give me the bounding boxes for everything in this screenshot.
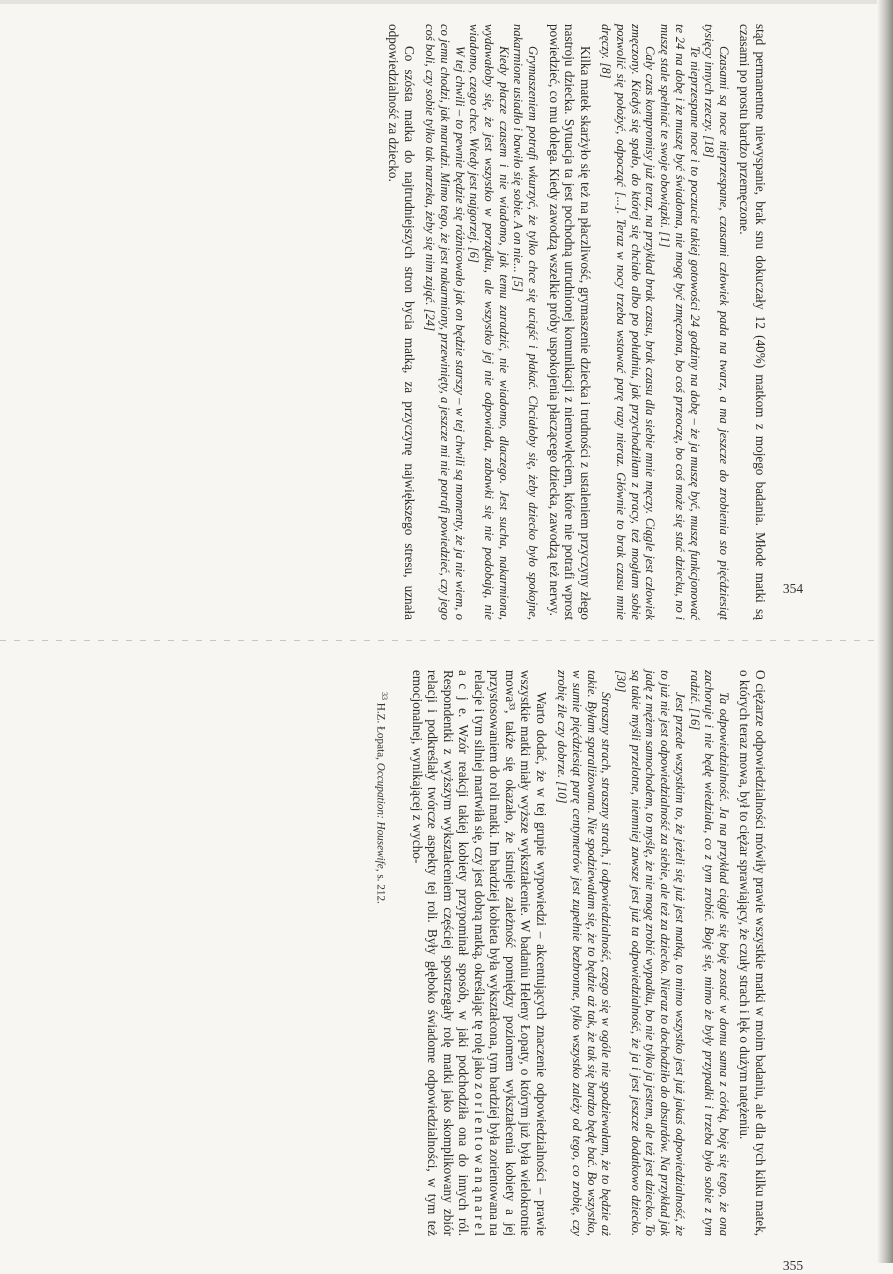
interview-quote: W tej chwili – to pewnie będzie się różnicowało jak on będzie starszy – w tej chwili są momenty, że ja nie wiem, o co jemu chodzi, jak marudzi. Mimo tego, że jest nakarmiony, przewinięty, a jeszcze mi nie potrafi powiedzieć, czy jego coś boli, czy sobie tylko tak narzeka, żeby się nim zająć. [24] xyxy=(423,24,467,620)
page-355 xyxy=(68,670,804,1274)
footnote-marker: 33 xyxy=(380,692,390,700)
page-number: 354 xyxy=(782,581,804,597)
scan-edge-shadow xyxy=(877,0,893,1263)
interview-quote: Czasami są noce nieprzespane, czasami człowiek pada na twarz, a ma jeszcze do zrobienia sto pięćdziesiąt tysięcy innych rzeczy. [18] xyxy=(702,24,731,620)
body-paragraph: Warto dodać, że w tej grupie wypowiedzi – akcentujących znaczenie odpowiedzialności – prawie wszystkie matki miały wyższe wykształcenie. W badaniu Heleny Łopaty, o którym już była wielokrotnie mowa³³, także się okazało, że istnieje zależność pomiędzy poziomem wykształcenia kobiety a jej przystosowaniem do roli matki. Im bardziej kobieta była wykształcona, tym bardziej była zorientowana na relacje i tym silniej martwiła się, czy jest dobrą matką, określając tę rolę jako z o r i e n t o w a n ą n a r e l a c j e. Wzór reakcji takiej kobiety przypominał sposób, w jaki podchodziła ona do innych ról. Respondentki z wyższym wykształceniem częściej spostrzegały rolę matki jako skomplikowany zbiór relacji i podkreślały twórcze aspekty tej roli. Były głęboko świadome odpowiedzialności, w tym też emocjonalnej, wynikającej z wycho- xyxy=(409,670,549,1236)
interview-quote: Kiedy płacze czasem i nie wiadomo, jak temu zaradzić, nie wiadomo, dlaczego. Jest sucha, nakarmiona, wydawałoby się, że jest wszystko w porządku, ale wszystko jej nie odpowiada, zabawki się nie podobają, nie wiadomo, czego chce. Wtedy jest najgorzej. [6] xyxy=(467,24,511,620)
page-body xyxy=(409,670,768,1236)
body-paragraph: stąd permanentne niewyspanie, brak snu dokuczały 12 (40%) matkom z mojego badania. Młode matki są czasami po prostu bardzo przemęczone. xyxy=(737,24,768,620)
interview-quote: Ta odpowiedzialność. Ja na przykład ciągle się boję zostać w domu sama z córką, boję się tego, że ona zachoruje i nie będę wiedziała, co z tym zrobić. Boję się, mimo że były przypadki i trzeba było sobie z tym radzić. [16] xyxy=(687,670,731,1236)
footnote-source: Occupation: Housewife, xyxy=(374,762,387,872)
book-gutter xyxy=(0,640,893,641)
page-354 xyxy=(68,24,804,620)
page-number: 355 xyxy=(782,1258,804,1274)
footnote-page: s. 212. xyxy=(374,874,387,904)
body-paragraph: Kilka matek skarżyło się też na płaczliwość, grymaszenie dziecka i trudności z ustaleniem przyczyny złego nastroju dziecka. Sytuacja ta jest pochodną utrudnionej komunikacji z niemowlęciem, które nie potrafi wprost powiedzieć, co mu dolega. Kiedy zawodzą wszelkie próby uspokojenia płaczącego dziecka, zawodzą też nerwy. xyxy=(546,24,593,620)
interview-quote: Jest przede wszystkim to, że jeżeli się już jest matką, to mimo wszystko jest już jakaś odpowiedzialność, że to już nie jest odpowiedzialność za siebie, ale też za dziecko. Nieraz to dochodziło do absurdów. Na przykład jak jadę z mężem samochodem, to myślę, że nie mogę zrobić wypadku, bo nie tylko ja jestem, ale też jest dziecko. To są takie myśli przelotne, niemniej zawsze jest już ta odpowiedzialność, że ja i jest jeszcze dodatkowo dziecko. [30] xyxy=(614,670,687,1236)
body-paragraph: O ciężarze odpowiedzialności mówiły prawie wszystkie matki w moim badaniu, ale dla tych kilku matek, o których teraz mowa, był to ciężar sprawiający, że czuły strach i lęk o dużym natężeniu. xyxy=(737,670,768,1236)
interview-quote: Straszny strach, straszny strach, i odpowiedzialność, czego się w ogóle nie spodziewałam, że to będzie aż takie. Byłam sparaliżowana. Nie spodziewałam się, że to będzie aż tak, że tak się bardzo będę bać. Bo wszystko, w sumie pięćdziesiąt parę centymetrów jest zupełnie bezbronne, tylko wszystko zależy od tego, co zrobię, czy zrobię źle czy dobrze. [10] xyxy=(555,670,614,1236)
page-body xyxy=(386,24,768,620)
body-paragraph: Co szósta matka do najtrudniejszych stron bycia matką, za przyczynę największego stresu, uznała odpowiedzialność za dziecko. xyxy=(386,24,417,620)
interview-quote: Cały czas kompromisy już teraz, na przykład brak czasu, brak czasu dla siebie mnie męczy. Ciągle jest człowiek zmęczony. Kiedyś się spało, do której się chciało albo po południu, jak przychodziłam z pracy, też mogłam sobie pozwolić się położyć, odpocząć [...]. Teraz w nocy trzeba wstawać parę razy nieraz. Głównie to brak czasu mnie dręczy. [8] xyxy=(599,24,658,620)
interview-quote: Te nieprzespane noce i to poczucie takiej gotowości 24 godziny na dobę – że ja muszę być, muszę funkcjonować te 24 na dobę i że muszę być świadoma, nie mogę być zmęczona, bo coś przeoczę, bo coś może się stać dziecku, no i muszę stale spełniać te swoje obowiązki. [1] xyxy=(658,24,702,620)
footnote-author: H.Z. Łopata, xyxy=(374,702,387,760)
scan-top-strip xyxy=(0,0,893,4)
footnote xyxy=(373,670,391,1236)
interview-quote: Grymaszeniem potrafi wkurzyć, że tylko chce się uciąść i płakać. Chciałoby się, żeby dziecko było spokojne, nakarmione usiadło i bawiło się sobie. A on nie... [5] xyxy=(511,24,541,620)
